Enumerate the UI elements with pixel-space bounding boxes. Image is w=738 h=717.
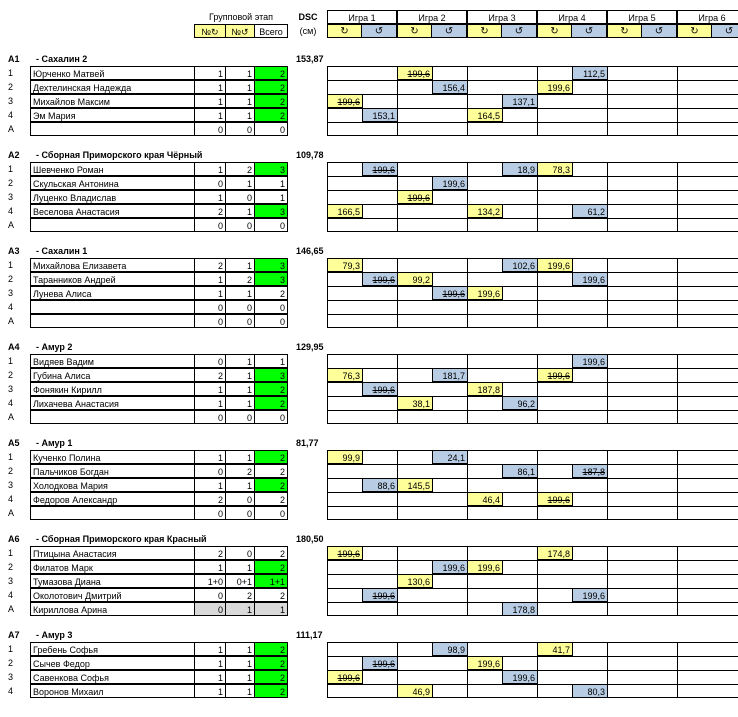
- game-row: [327, 314, 738, 328]
- score-cell: 80,3: [572, 684, 608, 698]
- total-count: 2: [254, 560, 288, 574]
- ccw-count: 2: [225, 272, 255, 286]
- total-count: 2: [254, 642, 288, 656]
- group-dsc: 146,65: [296, 246, 324, 256]
- score-cell: 178,8: [502, 602, 538, 616]
- row-number: 2: [8, 466, 14, 476]
- player-name: Веселова Анастасия: [30, 204, 195, 218]
- player-name: Пальчиков Богдан: [30, 464, 195, 478]
- total-count: 2: [254, 286, 288, 300]
- ccw-count: 1: [225, 382, 255, 396]
- total-count: 2: [254, 108, 288, 122]
- ccw-count: 1: [225, 108, 255, 122]
- row-number: 2: [8, 658, 14, 668]
- score-cell: 145,5: [397, 478, 433, 492]
- score-cell: 199,6: [327, 94, 363, 108]
- score-cell: 199,6: [362, 656, 398, 670]
- ccw-count: 1: [225, 176, 255, 190]
- game-row: [327, 300, 738, 314]
- cw-count: 0: [194, 314, 226, 328]
- game-row: [327, 574, 738, 588]
- total-count: 2: [254, 492, 288, 506]
- score-cell: 88,6: [362, 478, 398, 492]
- row-number: 4: [8, 590, 14, 600]
- ccw-count: 1: [225, 66, 255, 80]
- score-cell: 199,6: [537, 258, 573, 272]
- cw-count: 0: [194, 218, 226, 232]
- player-name: Кириллова Арина: [30, 602, 195, 616]
- cw-count: 1: [194, 272, 226, 286]
- row-number: 1: [8, 548, 14, 558]
- cw-count: 0: [194, 300, 226, 314]
- row-number: 4: [8, 206, 14, 216]
- row-number: A: [8, 412, 15, 422]
- game-row: [327, 450, 738, 464]
- player-name: Воронов Михаил: [30, 684, 195, 698]
- player-name: Видяев Вадим: [30, 354, 195, 368]
- score-cell: 181,7: [432, 368, 468, 382]
- ccw-count: 0: [225, 122, 255, 136]
- score-cell: 187,8: [467, 382, 503, 396]
- total-count: 2: [254, 396, 288, 410]
- ccw-count: 1: [225, 80, 255, 94]
- score-cell: 199,6: [572, 354, 608, 368]
- group-title: - Амур 3: [36, 630, 73, 640]
- cw-count: 2: [194, 368, 226, 382]
- total-count: 2: [254, 588, 288, 602]
- cw-count: 0: [194, 354, 226, 368]
- game-4-ccw-icon: ↺: [571, 24, 607, 38]
- game-row: [327, 410, 738, 424]
- total-count: 1: [254, 602, 288, 616]
- total-count: 2: [254, 478, 288, 492]
- ccw-count: 0+1: [225, 574, 255, 588]
- game-row: [327, 354, 738, 368]
- total-count: 2: [254, 670, 288, 684]
- row-number: 3: [8, 192, 14, 202]
- row-number: 2: [8, 82, 14, 92]
- row-number: 2: [8, 562, 14, 572]
- total-count: 2: [254, 94, 288, 108]
- row-number: 3: [8, 384, 14, 394]
- total-count: 3: [254, 368, 288, 382]
- player-name: [30, 300, 195, 314]
- score-cell: 199,6: [397, 66, 433, 80]
- score-cell: 46,9: [397, 684, 433, 698]
- row-number: 1: [8, 68, 14, 78]
- ccw-count: 0: [225, 300, 255, 314]
- score-cell: 86,1: [502, 464, 538, 478]
- game-header-5: Игра 5: [607, 10, 677, 24]
- group-stage-header: Групповой этап: [208, 12, 274, 22]
- score-cell: 199,6: [572, 272, 608, 286]
- total-count: 0: [254, 122, 288, 136]
- score-cell: 76,3: [327, 368, 363, 382]
- ccw-count: 0: [225, 190, 255, 204]
- header-total: Всего: [254, 24, 288, 38]
- score-cell: 102,6: [502, 258, 538, 272]
- total-count: 2: [254, 450, 288, 464]
- score-cell: 79,3: [327, 258, 363, 272]
- game-row: [327, 286, 738, 300]
- row-number: 1: [8, 356, 14, 366]
- row-number: 2: [8, 178, 14, 188]
- cw-count: 1: [194, 80, 226, 94]
- total-count: 0: [254, 300, 288, 314]
- score-cell: 199,6: [432, 560, 468, 574]
- player-name: [30, 122, 195, 136]
- cw-count: 0: [194, 602, 226, 616]
- game-header-2: Игра 2: [397, 10, 467, 24]
- ccw-count: 1: [225, 286, 255, 300]
- group-code: A1: [8, 54, 20, 64]
- ccw-count: 1: [225, 368, 255, 382]
- game-row: [327, 492, 738, 506]
- score-cell: 199,6: [502, 670, 538, 684]
- ccw-count: 1: [225, 670, 255, 684]
- game-row: [327, 80, 738, 94]
- ccw-count: 1: [225, 560, 255, 574]
- group-dsc: 111,17: [296, 630, 323, 640]
- group-title: - Сборная Приморского края Чёрный: [36, 150, 203, 160]
- score-cell: 99,2: [397, 272, 433, 286]
- row-number: 4: [8, 398, 14, 408]
- score-cell: 166,5: [327, 204, 363, 218]
- row-number: A: [8, 508, 15, 518]
- score-cell: 199,6: [327, 670, 363, 684]
- total-count: 0: [254, 314, 288, 328]
- dsc-unit: (см): [299, 26, 317, 36]
- cw-count: 1: [194, 190, 226, 204]
- player-name: Губина Алиса: [30, 368, 195, 382]
- game-row: [327, 218, 738, 232]
- score-cell: 199,6: [397, 190, 433, 204]
- player-name: Лихачева Анастасия: [30, 396, 195, 410]
- group-dsc: 153,87: [296, 54, 324, 64]
- total-count: 0: [254, 410, 288, 424]
- player-name: Михайлова Елизавета: [30, 258, 195, 272]
- score-cell: 199,6: [537, 368, 573, 382]
- cw-count: 0: [194, 506, 226, 520]
- score-cell: 46,4: [467, 492, 503, 506]
- ccw-count: 0: [225, 218, 255, 232]
- score-cell: 199,6: [537, 492, 573, 506]
- game-row: [327, 642, 738, 656]
- game-header-1: Игра 1: [327, 10, 397, 24]
- score-cell: 199,6: [467, 560, 503, 574]
- score-cell: 112,5: [572, 66, 608, 80]
- cw-count: 1: [194, 162, 226, 176]
- game-row: [327, 176, 738, 190]
- group-code: A2: [8, 150, 20, 160]
- player-name: Сычев Федор: [30, 656, 195, 670]
- player-name: Филатов Марк: [30, 560, 195, 574]
- cw-count: 0: [194, 122, 226, 136]
- ccw-count: 1: [225, 94, 255, 108]
- score-cell: 199,6: [432, 286, 468, 300]
- ccw-count: 1: [225, 602, 255, 616]
- group-dsc: 129,95: [296, 342, 324, 352]
- cw-count: 1: [194, 684, 226, 698]
- score-cell: 199,6: [362, 162, 398, 176]
- total-count: 1: [254, 176, 288, 190]
- row-number: 1: [8, 452, 14, 462]
- row-number: 3: [8, 480, 14, 490]
- group-code: A6: [8, 534, 20, 544]
- total-count: 1+1: [254, 574, 288, 588]
- group-dsc: 109,78: [296, 150, 324, 160]
- row-number: 3: [8, 576, 14, 586]
- row-number: 4: [8, 686, 14, 696]
- ccw-count: 1: [225, 684, 255, 698]
- player-name: Фонякин Кирилл: [30, 382, 195, 396]
- total-count: 2: [254, 546, 288, 560]
- game-row: [327, 122, 738, 136]
- cw-count: 1: [194, 478, 226, 492]
- cw-count: 1: [194, 656, 226, 670]
- player-name: Птицына Анастасия: [30, 546, 195, 560]
- game-4-cw-icon: ↻: [537, 24, 572, 38]
- game-5-cw-icon: ↻: [607, 24, 642, 38]
- ccw-count: 1: [225, 478, 255, 492]
- ccw-count: 2: [225, 464, 255, 478]
- group-title: - Амур 2: [36, 342, 73, 352]
- row-number: A: [8, 124, 15, 134]
- total-count: 0: [254, 218, 288, 232]
- cw-count: 2: [194, 492, 226, 506]
- player-name: [30, 218, 195, 232]
- score-cell: 153,1: [362, 108, 398, 122]
- total-count: 2: [254, 66, 288, 80]
- total-count: 2: [254, 684, 288, 698]
- player-name: Лунева Алиса: [30, 286, 195, 300]
- player-name: Таранников Андрей: [30, 272, 195, 286]
- cw-count: 1: [194, 108, 226, 122]
- score-cell: 96,2: [502, 396, 538, 410]
- group-title: - Сахалин 2: [36, 54, 88, 64]
- score-cell: 199,6: [362, 382, 398, 396]
- game-row: [327, 546, 738, 560]
- game-row: [327, 506, 738, 520]
- row-number: 4: [8, 302, 14, 312]
- group-title: - Сахалин 1: [36, 246, 88, 256]
- cw-count: 0: [194, 588, 226, 602]
- total-count: 2: [254, 80, 288, 94]
- row-number: 1: [8, 260, 14, 270]
- cw-count: 2: [194, 204, 226, 218]
- game-3-cw-icon: ↻: [467, 24, 502, 38]
- game-header-4: Игра 4: [537, 10, 607, 24]
- game-row: [327, 204, 738, 218]
- player-name: Холодкова Мария: [30, 478, 195, 492]
- cw-count: 1+0: [194, 574, 226, 588]
- player-name: Дехтелинская Надежда: [30, 80, 195, 94]
- total-count: 3: [254, 272, 288, 286]
- player-name: Шевченко Роман: [30, 162, 195, 176]
- game-3-ccw-icon: ↺: [501, 24, 537, 38]
- player-name: [30, 314, 195, 328]
- row-number: 4: [8, 110, 14, 120]
- group-code: A3: [8, 246, 20, 256]
- cw-count: 2: [194, 258, 226, 272]
- row-number: 1: [8, 164, 14, 174]
- total-count: 2: [254, 382, 288, 396]
- row-number: 1: [8, 644, 14, 654]
- game-1-cw-icon: ↻: [327, 24, 362, 38]
- ccw-count: 1: [225, 258, 255, 272]
- total-count: 2: [254, 656, 288, 670]
- score-cell: 199,6: [327, 546, 363, 560]
- group-code: A7: [8, 630, 20, 640]
- group-title: - Сборная Приморского края Красный: [36, 534, 207, 544]
- player-name: Юрченко Матвей: [30, 66, 195, 80]
- total-count: 1: [254, 190, 288, 204]
- total-count: 3: [254, 204, 288, 218]
- cw-count: 1: [194, 396, 226, 410]
- player-name: Луценко Владислав: [30, 190, 195, 204]
- player-name: Скульская Антонина: [30, 176, 195, 190]
- score-cell: 199,6: [467, 656, 503, 670]
- group-dsc: 180,50: [296, 534, 324, 544]
- score-cell: 199,6: [362, 272, 398, 286]
- cw-count: 1: [194, 66, 226, 80]
- game-6-ccw-icon: ↺: [711, 24, 738, 38]
- score-cell: 134,2: [467, 204, 503, 218]
- cw-count: 1: [194, 560, 226, 574]
- ccw-count: 2: [225, 588, 255, 602]
- game-2-cw-icon: ↻: [397, 24, 432, 38]
- score-cell: 78,3: [537, 162, 573, 176]
- game-header-3: Игра 3: [467, 10, 537, 24]
- score-cell: 61,2: [572, 204, 608, 218]
- game-5-ccw-icon: ↺: [641, 24, 677, 38]
- player-name: Михайлов Максим: [30, 94, 195, 108]
- cw-count: 1: [194, 670, 226, 684]
- score-cell: 41,7: [537, 642, 573, 656]
- total-count: 0: [254, 506, 288, 520]
- cw-count: 1: [194, 286, 226, 300]
- cw-count: 0: [194, 410, 226, 424]
- row-number: 3: [8, 288, 14, 298]
- score-cell: 164,5: [467, 108, 503, 122]
- ccw-count: 0: [225, 410, 255, 424]
- score-cell: 199,6: [572, 588, 608, 602]
- player-name: Эм Мария: [30, 108, 195, 122]
- cw-count: 0: [194, 176, 226, 190]
- ccw-count: 0: [225, 492, 255, 506]
- ccw-count: 0: [225, 506, 255, 520]
- row-number: A: [8, 604, 15, 614]
- group-dsc: 81,77: [296, 438, 319, 448]
- ccw-count: 1: [225, 656, 255, 670]
- ccw-count: 1: [225, 450, 255, 464]
- game-row: [327, 684, 738, 698]
- cw-count: 0: [194, 464, 226, 478]
- ccw-count: 0: [225, 546, 255, 560]
- score-cell: 38,1: [397, 396, 433, 410]
- game-row: [327, 560, 738, 574]
- row-number: 2: [8, 370, 14, 380]
- row-number: 3: [8, 672, 14, 682]
- row-number: A: [8, 316, 15, 326]
- total-count: 3: [254, 162, 288, 176]
- score-cell: 174,8: [537, 546, 573, 560]
- group-code: A4: [8, 342, 20, 352]
- game-row: [327, 190, 738, 204]
- game-1-ccw-icon: ↺: [361, 24, 397, 38]
- score-cell: 98,9: [432, 642, 468, 656]
- score-cell: 199,6: [432, 176, 468, 190]
- ccw-count: 1: [225, 354, 255, 368]
- game-6-cw-icon: ↻: [677, 24, 712, 38]
- player-name: Тумазова Диана: [30, 574, 195, 588]
- score-cell: 99,9: [327, 450, 363, 464]
- score-cell: 156,4: [432, 80, 468, 94]
- header-cw-count: №↻: [194, 24, 226, 38]
- score-cell: 199,6: [362, 588, 398, 602]
- score-cell: 18,9: [502, 162, 538, 176]
- ccw-count: 1: [225, 396, 255, 410]
- score-cell: 199,6: [537, 80, 573, 94]
- ccw-count: 1: [225, 204, 255, 218]
- cw-count: 1: [194, 450, 226, 464]
- header-ccw-count: №↺: [225, 24, 255, 38]
- player-name: Федоров Александр: [30, 492, 195, 506]
- ccw-count: 0: [225, 314, 255, 328]
- ccw-count: 1: [225, 642, 255, 656]
- player-name: Околотович Дмитрий: [30, 588, 195, 602]
- score-cell: 137,1: [502, 94, 538, 108]
- total-count: 2: [254, 464, 288, 478]
- cw-count: 1: [194, 382, 226, 396]
- player-name: [30, 410, 195, 424]
- total-count: 3: [254, 258, 288, 272]
- row-number: 2: [8, 274, 14, 284]
- player-name: Савенкова Софья: [30, 670, 195, 684]
- total-count: 1: [254, 354, 288, 368]
- dsc-header: DSC: [298, 12, 318, 22]
- game-header-6: Игра 6: [677, 10, 738, 24]
- row-number: A: [8, 220, 15, 230]
- player-name: [30, 506, 195, 520]
- cw-count: 1: [194, 642, 226, 656]
- row-number: 4: [8, 494, 14, 504]
- game-row: [327, 66, 738, 80]
- cw-count: 1: [194, 94, 226, 108]
- score-cell: 130,6: [397, 574, 433, 588]
- group-title: - Амур 1: [36, 438, 73, 448]
- game-2-ccw-icon: ↺: [431, 24, 467, 38]
- group-code: A5: [8, 438, 20, 448]
- game-row: [327, 368, 738, 382]
- player-name: Гребень Софья: [30, 642, 195, 656]
- cw-count: 2: [194, 546, 226, 560]
- player-name: Кученко Полина: [30, 450, 195, 464]
- ccw-count: 2: [225, 162, 255, 176]
- score-cell: 24,1: [432, 450, 468, 464]
- score-cell: 187,8: [572, 464, 608, 478]
- row-number: 3: [8, 96, 14, 106]
- score-cell: 199,6: [467, 286, 503, 300]
